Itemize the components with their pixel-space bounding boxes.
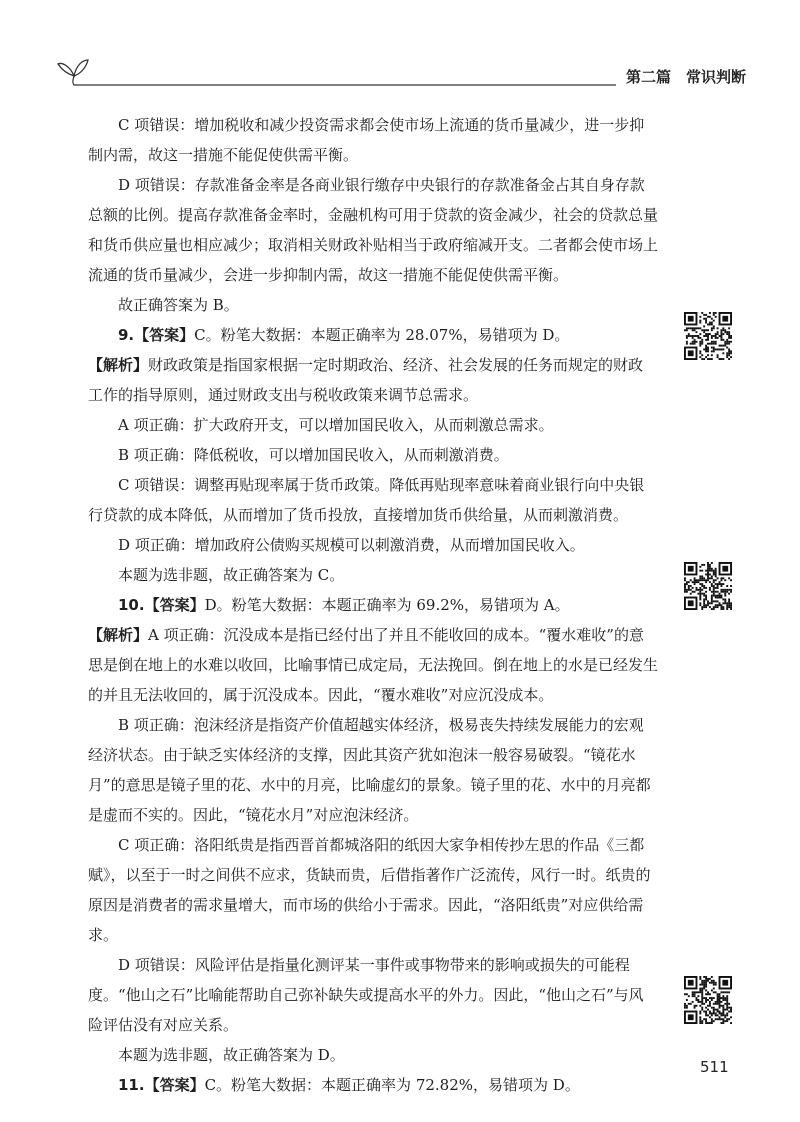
qr-code-icon[interactable] <box>684 312 732 360</box>
answer-label: 11.【答案】 <box>118 1076 205 1094</box>
analysis-label: 【解析】 <box>88 626 149 644</box>
answer-line-q9: 9.【答案】C。粉笔大数据：本题正确率为 28.07%，易错项为 D。 <box>118 326 570 344</box>
paragraph: 故正确答案为 B。 <box>118 296 239 314</box>
section-title: 第二篇 常识判断 <box>618 66 746 87</box>
page-number: 511 <box>700 1058 729 1076</box>
paragraph: 本题为选非题，故正确答案为 D。 <box>118 1046 345 1064</box>
answer-label: 10.【答案】 <box>118 596 205 614</box>
analysis-label: 【解析】 <box>88 356 149 374</box>
qr-code-icon[interactable] <box>684 976 732 1024</box>
qr-code-icon[interactable] <box>684 562 732 610</box>
paragraph: C 项正确：洛阳纸贵是指西晋首都城洛阳的纸因大家争相传抄左思的作品《三都赋》，以至于一时之间供不应求，货缺而贵，后借指著作广泛流传，风行一时。纸贵的原因是消费者的需求量增大，而市场的供给小于需求。因此，“洛阳纸贵”对应供给需求。 <box>88 836 651 944</box>
paragraph: D 项正确：增加政府公债购买规模可以刺激消费，从而增加国民收入。 <box>118 536 585 554</box>
paragraph: D 项错误：存款准备金率是各商业银行缴存中央银行的存款准备金占其自身存款总额的比例。提高存款准备金率时，金融机构可用于贷款的资金减少，社会的贷款总量和货币供应量也相应减少；取消相关财政补贴相当于政府缩减开支。二者都会使市场上流通的货币量减少，会进一步抑制内需，故这一措施不能促使供需平衡。 <box>88 176 659 284</box>
analysis-paragraph: 【解析】A 项正确：沉没成本是指已经付出了并且不能收回的成本。“覆水难收”的意思是倒在地上的水难以收回，比喻事情已成定局，无法挽回。倒在地上的水是已经发生的并且无法收回的，属于沉没成本。因此，“覆水难收”对应沉没成本。 <box>88 626 659 704</box>
paragraph: A 项正确：扩大政府开支，可以增加国民收入，从而刺激总需求。 <box>118 416 554 434</box>
analysis-paragraph: 【解析】财政政策是指国家根据一定时期政治、经济、社会发展的任务而规定的财政工作的指导原则，通过财政支出与税收政策来调节总需求。 <box>88 356 644 404</box>
answer-label: 9.【答案】 <box>118 326 195 344</box>
paragraph: 本题为选非题，故正确答案为 C。 <box>118 566 345 584</box>
answer-explanations <box>88 110 658 1100</box>
page-header <box>56 52 746 92</box>
paragraph: B 项正确：泡沫经济是指资产价值超越实体经济，极易丧失持续发展能力的宏观经济状态。由于缺乏实体经济的支撑，因此其资产犹如泡沫一般容易破裂。“镜花水月”的意思是镜子里的花、水中的月亮，比喻虚幻的景象。镜子里的花、水中的月亮都是虚而不实的。因此，“镜花水月”对应泡沫经济。 <box>88 716 651 824</box>
paragraph: B 项正确：降低税收，可以增加国民收入，从而刺激消费。 <box>118 446 509 464</box>
answer-line-q11: 11.【答案】C。粉笔大数据：本题正确率为 72.82%，易错项为 D。 <box>118 1076 580 1094</box>
paragraph: C 项错误：调整再贴现率属于货币政策。降低再贴现率意味着商业银行向中央银行贷款的成本降低，从而增加了货币投放，直接增加货币供给量，从而刺激消费。 <box>88 476 645 524</box>
paragraph: D 项错误：风险评估是指量化测评某一事件或事物带来的影响或损失的可能程度。“他山之石”比喻能帮助自己弥补缺失或提高水平的外力。因此，“他山之石”与风险评估没有对应关系。 <box>88 956 644 1034</box>
answer-line-q10: 10.【答案】D。粉笔大数据：本题正确率为 69.2%，易错项为 A。 <box>118 596 570 614</box>
paragraph: C 项错误：增加税收和减少投资需求都会使市场上流通的货币量减少，进一步抑制内需，故这一措施不能促使供需平衡。 <box>88 116 645 164</box>
